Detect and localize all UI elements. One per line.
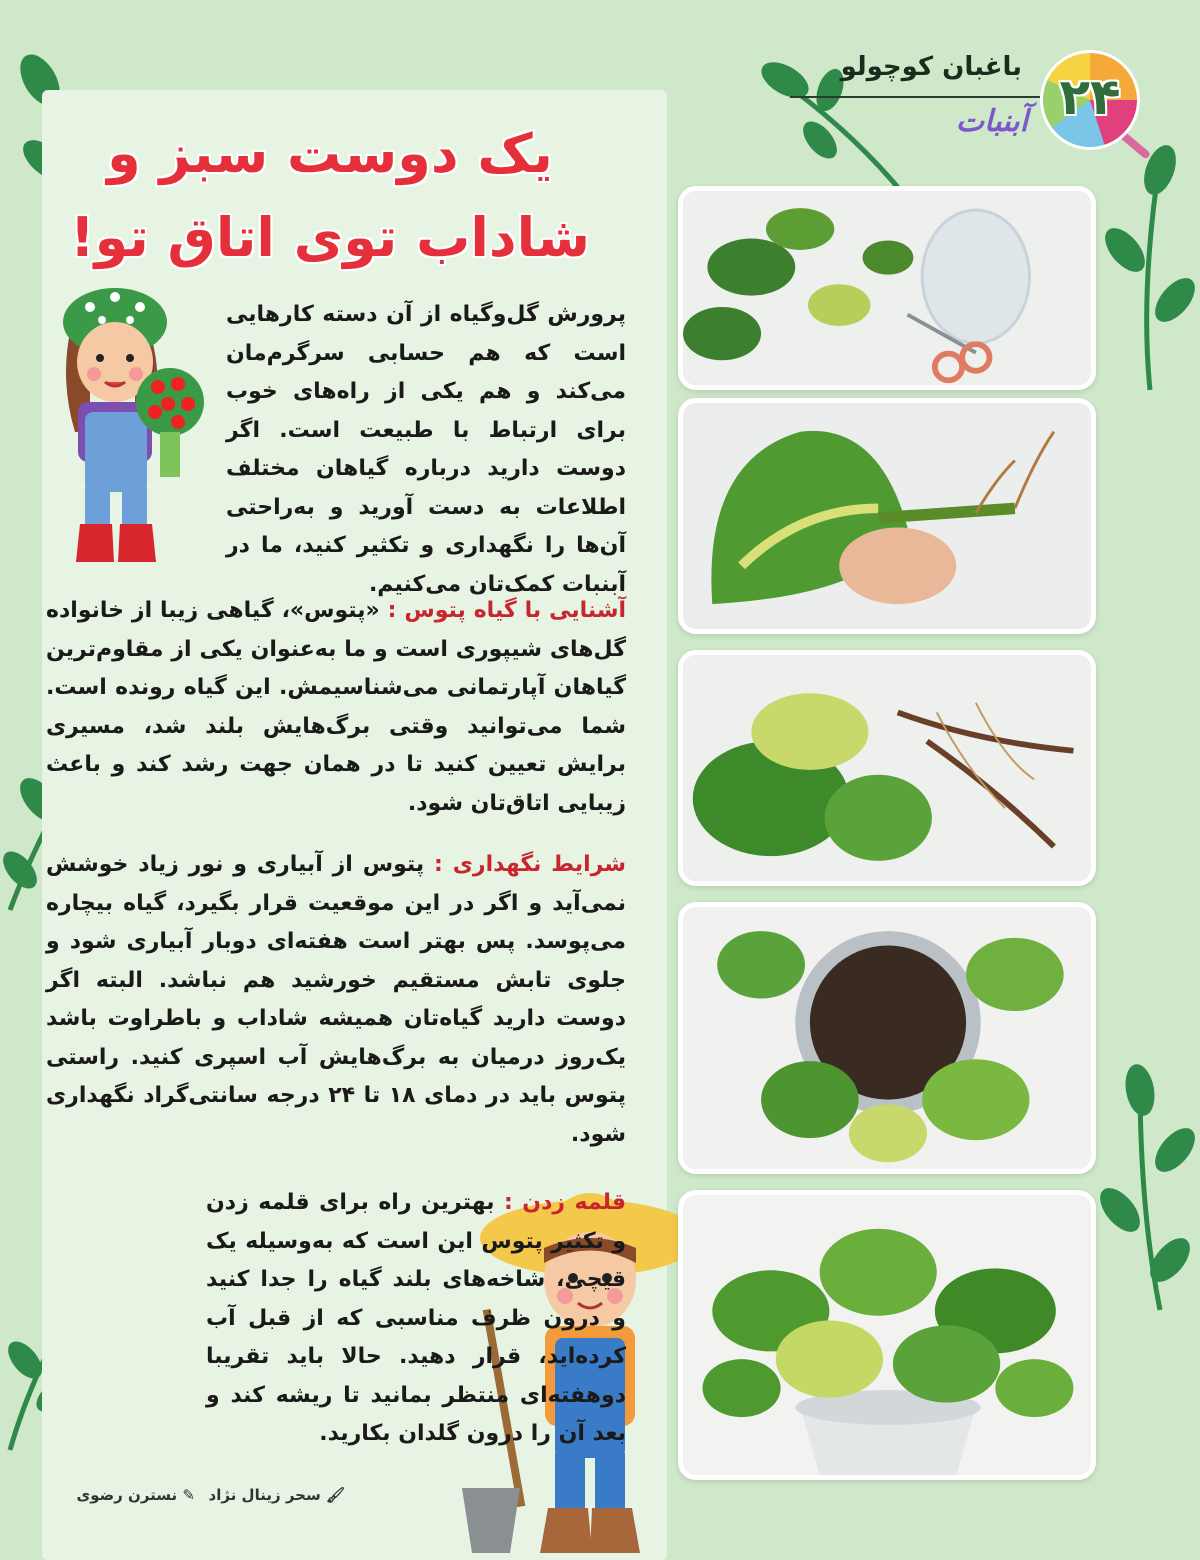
- photo-grown-pothos-plant: [678, 1190, 1096, 1480]
- leaf-decoration-right: [1100, 140, 1200, 400]
- section-text: پتوس از آبیاری و نور زیاد خوشش نمی‌آید و اگر در این موقعیت قرار بگیرد، گیاه بیچاره می‌پوسد. پس بهتر است هفته‌ای دوبار آبیاری شود و جلوی تابش مستقیم خورشید هم نباشد. البته اگر دوست دارید گیاه‌تان همیشه شاداب و باطراوت باشد یک‌روز درمیان به برگ‌هایش آب اسپری کنید. راستی پتوس باید در دمای ۱۸ تا ۲۴ درجه سانتی‌گراد نگهداری شود.: [46, 852, 626, 1147]
- illustrator-credit: 🖌 سحر زینال نژاد: [208, 1486, 345, 1504]
- section-plant-intro: [46, 592, 626, 823]
- writer-credit: ✎ نسترن رضوی: [76, 1486, 195, 1504]
- title-line-2: شاداب توی اتاق تو!: [70, 206, 590, 269]
- section-heading: قلمه زدن :: [504, 1190, 626, 1215]
- photo-cutting-tools: [678, 186, 1096, 390]
- section-title: باغبان کوچولو: [840, 52, 1022, 82]
- pencil-icon: ✎: [182, 1486, 195, 1504]
- page-number: ۲۴: [1059, 68, 1121, 126]
- girl-gardener-illustration: [30, 262, 205, 567]
- page-header: [760, 40, 1140, 160]
- brand-logo: آبنبات: [955, 104, 1028, 139]
- section-heading: آشنایی با گیاه پتوس :: [387, 598, 626, 623]
- article-title: [70, 112, 590, 280]
- section-cuttings: [206, 1184, 626, 1454]
- intro-paragraph: پرورش گل‌وگیاه از آن دسته کارهایی است که هم حسابی سرگرم‌مان می‌کند و هم یکی از راه‌های خوب برای ارتباط با طبیعت است. اگر دوست دارید درباره گیاهان مختلف اطلاعات به دست آورید و به‌راحتی آن‌ها را نگهداری و تکثیر کنید، ما در آبنبات کمک‌تان می‌کنیم.: [226, 302, 626, 597]
- section-care-conditions: [46, 846, 626, 1154]
- photo-leaf-with-root: [678, 398, 1096, 634]
- section-text: بهترین راه برای قلمه زدن و تکثیر پتوس این است که به‌وسیله یک قیچی، شاخه‌های بلند گیاه را جدا کنید و درون ظرف مناسبی که از قبل آب کرده‌اید، قرار دهید. حالا باید تقریبا دوهفته‌ای منتظر بمانید تا ریشه کند و بعد آن را درون گلدان بکارید.: [206, 1190, 626, 1446]
- photo-rooted-cuttings: [678, 650, 1096, 886]
- brush-icon: 🖌: [325, 1486, 345, 1504]
- title-line-1: یک دوست سبز و: [107, 122, 553, 185]
- header-divider: [790, 96, 1040, 98]
- leaf-decoration-right-low: [1100, 1060, 1200, 1320]
- section-heading: شرایط نگهداری :: [434, 852, 626, 877]
- section-text: «پتوس»، گیاهی زیبا از خانواده گل‌های شیپوری است و ما به‌عنوان یکی از مقاوم‌ترین گیاهان آپارتمانی می‌شناسیمش. این گیاه رونده است. شما می‌توانید وقتی برگ‌هایش بلند شد، مسیری برایش تعیین کنید تا در همان جهت رشد کند و باعث زیبایی اتاق‌تان شود.: [46, 598, 626, 816]
- photo-potted-cuttings-top-view: [678, 902, 1096, 1174]
